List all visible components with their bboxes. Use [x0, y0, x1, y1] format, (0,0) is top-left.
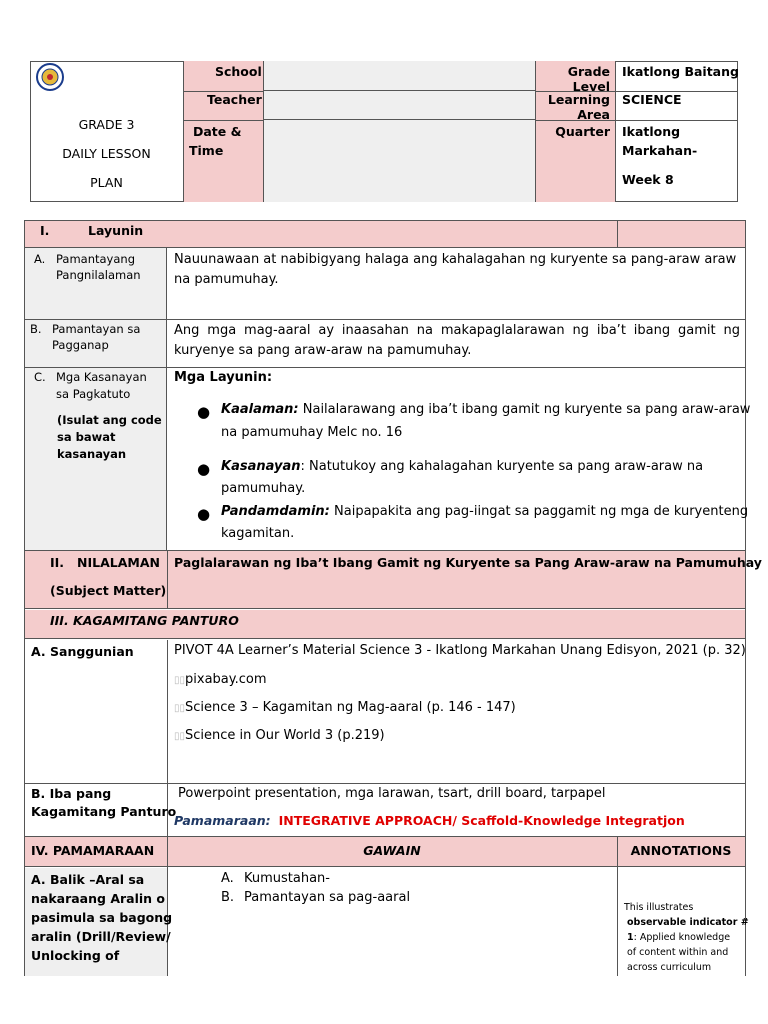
objectives-heading: Mga Layunin: — [174, 370, 273, 385]
annotation-2: observable indicator # — [627, 917, 749, 928]
ref-3-text: Science 3 – Kagamitan ng Mag-aaral (p. 146 - 147) — [185, 700, 516, 715]
nilalaman-num: II. — [50, 555, 65, 570]
step-a-label: A. — [221, 871, 234, 886]
layunin-title: Layunin — [88, 223, 144, 238]
a-label: A. — [34, 252, 46, 266]
c-title-1: Mga Kasanayan — [56, 370, 147, 384]
quarter-value-2: Markahan- — [622, 143, 698, 158]
c-note-2: sa bawat — [57, 430, 116, 444]
layunin-num: I. — [40, 223, 50, 238]
method-label: Pamamaraan: — [174, 813, 271, 828]
c-label: C. — [34, 370, 46, 384]
balik-aral-1: A. Balik –Aral sa — [31, 872, 145, 887]
annotation-3-text: : Applied knowledge — [633, 932, 731, 943]
plan-title: PLAN — [90, 175, 123, 190]
objective-3-cont: kagamitan. — [221, 526, 295, 541]
b-text: Ang mga mag-aaral ay inaasahan na makapaglalarawan ng iba’t ibang gamit ng kuryenye sa pang araw-araw na pamumuhay. — [174, 323, 740, 358]
objective-2-text: : Natutukoy ang kahalagahan kuryente sa pang araw-araw na — [300, 459, 704, 474]
c-note-3: kasanayan — [57, 447, 127, 461]
annotation-3 — [627, 930, 730, 945]
objective-3 — [221, 504, 748, 519]
quarter-value-3: Week 8 — [622, 172, 674, 187]
annotation-1: This illustrates — [624, 902, 694, 913]
objective-1 — [221, 402, 750, 417]
annotation-5: across curriculum — [627, 962, 712, 973]
grade-level-value: Ikatlong Baitang — [622, 64, 739, 79]
method-value: INTEGRATIVE APPROACH/ Scaffold-Knowledge Integratjon — [278, 813, 685, 828]
objective-2 — [221, 459, 703, 474]
learning-area-label: Learning Area — [547, 92, 610, 122]
date-label: Date & — [193, 124, 242, 139]
pamamaraan-title: IV. PAMAMARAAN — [31, 843, 155, 858]
iba-pang-text: Powerpoint presentation, mga larawan, tsart, drill board, tarpapel — [178, 786, 606, 801]
c-title-2: sa Pagkatuto — [56, 387, 131, 401]
teacher-field[interactable] — [264, 91, 535, 120]
daily-lesson-title: DAILY LESSON — [62, 146, 151, 161]
step-b-label: B. — [221, 890, 235, 905]
gawain-header: GAWAIN — [363, 843, 421, 858]
objective-3-text: Naipapakita ang pag-iingat sa paggamit ng mga de kuryenteng — [329, 504, 749, 519]
nilalaman-title: NILALAMAN — [77, 555, 160, 570]
date-field[interactable] — [264, 120, 535, 202]
objective-1-text: Nailalarawang ang iba’t ibang gamit ng kuryente sa pang araw-araw — [298, 402, 751, 417]
ref-2-text: pixabay.com — [185, 672, 267, 687]
balik-aral-2: nakaraang Aralin o — [31, 891, 165, 906]
b-label: B. — [30, 322, 42, 336]
annotation-4: of content within and — [627, 947, 729, 958]
teacher-label: Teacher — [207, 92, 262, 107]
objective-2-key: Kasanayan — [221, 459, 301, 474]
c-note-1: (Isulat ang code — [57, 413, 162, 427]
iba-pang-label-1: B. Iba pang — [31, 786, 112, 801]
balik-aral-5: Unlocking of — [31, 948, 120, 963]
balik-aral-4: aralin (Drill/Review/ — [31, 929, 171, 944]
school-label: School — [215, 64, 262, 79]
objective-1-key: Kaalaman: — [221, 402, 299, 417]
grade-title: GRADE 3 — [78, 117, 135, 132]
annotations-header: ANNOTATIONS — [630, 843, 732, 858]
objective-3-key: Pandamdamin: — [221, 504, 330, 519]
quarter-label: Quarter — [555, 124, 610, 139]
a-text: Nauunawaan at nabibigyang halaga ang kahalagahan ng kuryente sa pang-araw araw na pamumuhay. — [174, 252, 737, 287]
ref-4: ▯▯Science in Our World 3 (p.219) — [174, 728, 385, 743]
step-b-text: Pamantayan sa pag-aaral — [244, 890, 411, 905]
b-title-2: Pagganap — [52, 338, 109, 352]
ref-4-text: Science in Our World 3 (p.219) — [185, 728, 385, 743]
method-line — [174, 813, 685, 828]
ref-1: PIVOT 4A Learner’s Material Science 3 - Ikatlong Markahan Unang Edisyon, 2021 (p. 32) — [174, 643, 746, 658]
nilalaman-subtitle: (Subject Matter) — [50, 583, 167, 598]
annotation-3-num: 1 — [627, 932, 634, 943]
sanggunian-label: A. Sanggunian — [31, 644, 134, 659]
deped-seal-icon — [35, 62, 65, 92]
balik-aral-3: pasimula sa bagong — [31, 910, 173, 925]
time-label: Time — [189, 143, 224, 158]
quarter-value-1: Ikatlong — [622, 124, 681, 139]
a-title-2: Pangnilalaman — [56, 268, 141, 282]
school-field[interactable] — [264, 61, 535, 91]
objective-2-cont: pamumuhay. — [221, 481, 306, 496]
objective-1-cont: na pamumuhay Melc no. 16 — [221, 425, 403, 440]
grade-level-label: Grade Level — [567, 64, 610, 94]
bullet-icon: ● — [197, 460, 211, 478]
kagamitan-title: III. KAGAMITANG PANTURO — [50, 613, 239, 628]
iba-pang-label-2: Kagamitang Panturo — [31, 804, 177, 819]
nilalaman-text: Paglalarawan ng Iba’t Ibang Gamit ng Kuryente sa Pang Araw-araw na Pamumuhay — [174, 555, 762, 570]
step-a-text: Kumustahan- — [244, 871, 330, 886]
b-title-1: Pamantayan sa — [52, 322, 141, 336]
a-title-1: Pamantayang — [56, 252, 136, 266]
bullet-icon: ● — [197, 403, 211, 421]
bullet-icon: ● — [197, 505, 211, 523]
ref-2: ▯▯pixabay.com — [174, 672, 267, 687]
learning-area-value: SCIENCE — [622, 92, 682, 107]
ref-3: ▯▯Science 3 – Kagamitan ng Mag-aaral (p. 146 - 147) — [174, 700, 516, 715]
